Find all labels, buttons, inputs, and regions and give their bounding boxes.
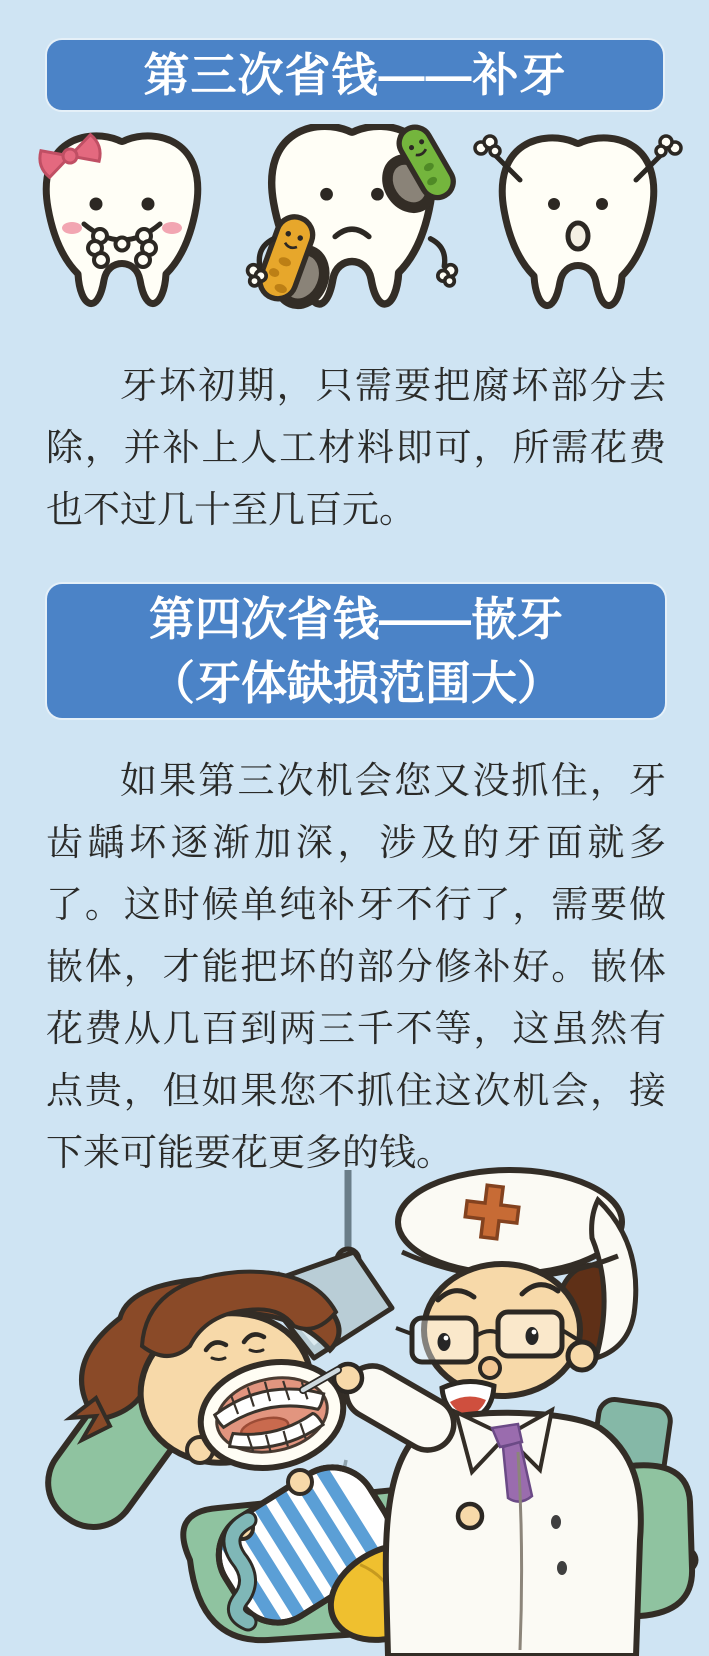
paragraph-filling-info: 牙坏初期，只需要把腐坏部分去除，并补上人工材料即可，所需花费也不过几十至几百元。: [46, 365, 666, 530]
tooth-sad-with-cavities-and-germs: [248, 124, 459, 311]
dentist-scene-illustration: [0, 1160, 709, 1656]
tooth-with-bow-giggling: [37, 133, 198, 303]
section-banner-inlay: [47, 584, 665, 718]
dentist-ear: [568, 1342, 596, 1370]
section-banner-filling: [47, 40, 663, 110]
banner-inlay-line1: 第四次省钱——嵌牙: [149, 593, 563, 645]
banner-inlay-line2: （牙体缺损范围大）: [149, 657, 563, 709]
dentist-nose: [480, 1358, 500, 1378]
paragraph-inlay-info: 如果第三次机会您又没抓住，牙齿龋坏逐渐加深，涉及的牙面就多了。这时候单纯补牙不行了，需要做嵌体，才能把坏的部分修补好。嵌体花费从几百到两三千不等，这虽然有点贵，但如果您不抓住这次机会，接下来可能要花更多的钱。: [46, 760, 666, 1173]
boy-hand: [288, 1470, 312, 1494]
tooth-surprised-cheering: [475, 136, 681, 306]
banner-filling-title: 第三次省钱——补牙: [143, 49, 567, 101]
teeth-illustration: [0, 124, 709, 336]
dentist-hand: [458, 1504, 482, 1528]
